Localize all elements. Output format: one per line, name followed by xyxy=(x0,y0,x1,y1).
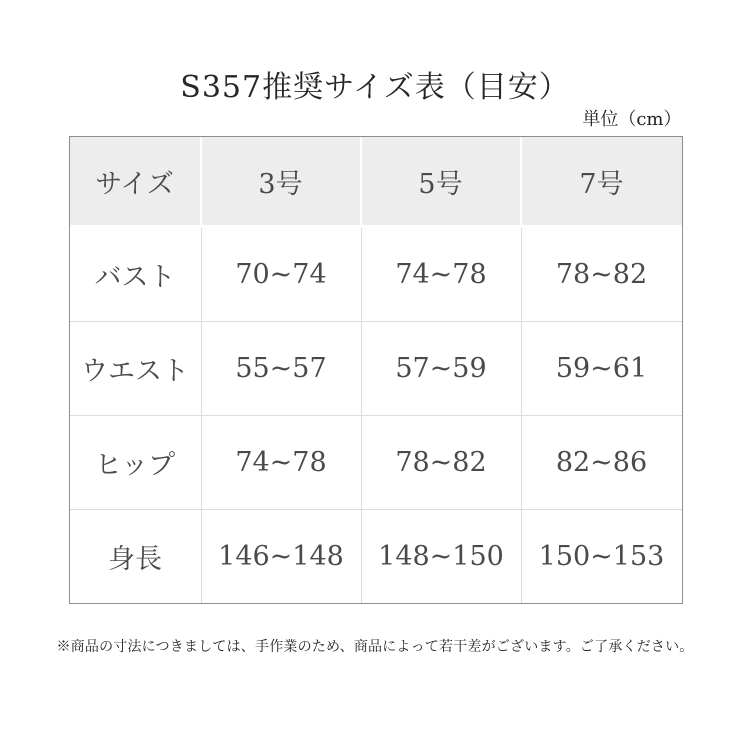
cell-bust-no7: 78~82 xyxy=(522,228,682,322)
cell-bust-no5: 74~78 xyxy=(362,228,522,322)
header-cell-size: サイズ xyxy=(70,137,202,228)
row-label-hip: ヒップ xyxy=(70,416,202,510)
cell-hip-no5: 78~82 xyxy=(362,416,522,510)
cell-hip-no3: 74~78 xyxy=(202,416,362,510)
cell-waist-no7: 59~61 xyxy=(522,322,682,416)
cell-height-no3: 146~148 xyxy=(202,510,362,603)
header-cell-no7: 7号 xyxy=(522,137,682,228)
cell-hip-no7: 82~86 xyxy=(522,416,682,510)
footnote: ※商品の寸法につきましては、手作業のため、商品によって若干差がございます。ご了承ください。 xyxy=(56,639,694,656)
table-row-waist xyxy=(70,322,682,416)
header-cell-no3: 3号 xyxy=(202,137,362,228)
page-title: S357推奨サイズ表（目安） xyxy=(180,70,570,105)
table-container xyxy=(69,108,682,604)
table-row-height xyxy=(70,510,682,603)
unit-label: 単位（cm） xyxy=(582,109,682,130)
header-row xyxy=(70,137,682,228)
cell-waist-no3: 55~57 xyxy=(202,322,362,416)
cell-waist-no5: 57~59 xyxy=(362,322,522,416)
size-table xyxy=(69,136,683,604)
cell-bust-no3: 70~74 xyxy=(202,228,362,322)
row-label-bust: バスト xyxy=(70,228,202,322)
table-row-bust xyxy=(70,228,682,322)
row-label-height: 身長 xyxy=(70,510,202,603)
cell-height-no5: 148~150 xyxy=(362,510,522,603)
row-label-waist: ウエスト xyxy=(70,322,202,416)
cell-height-no7: 150~153 xyxy=(522,510,682,603)
table-row-hip xyxy=(70,416,682,510)
header-cell-no5: 5号 xyxy=(362,137,522,228)
